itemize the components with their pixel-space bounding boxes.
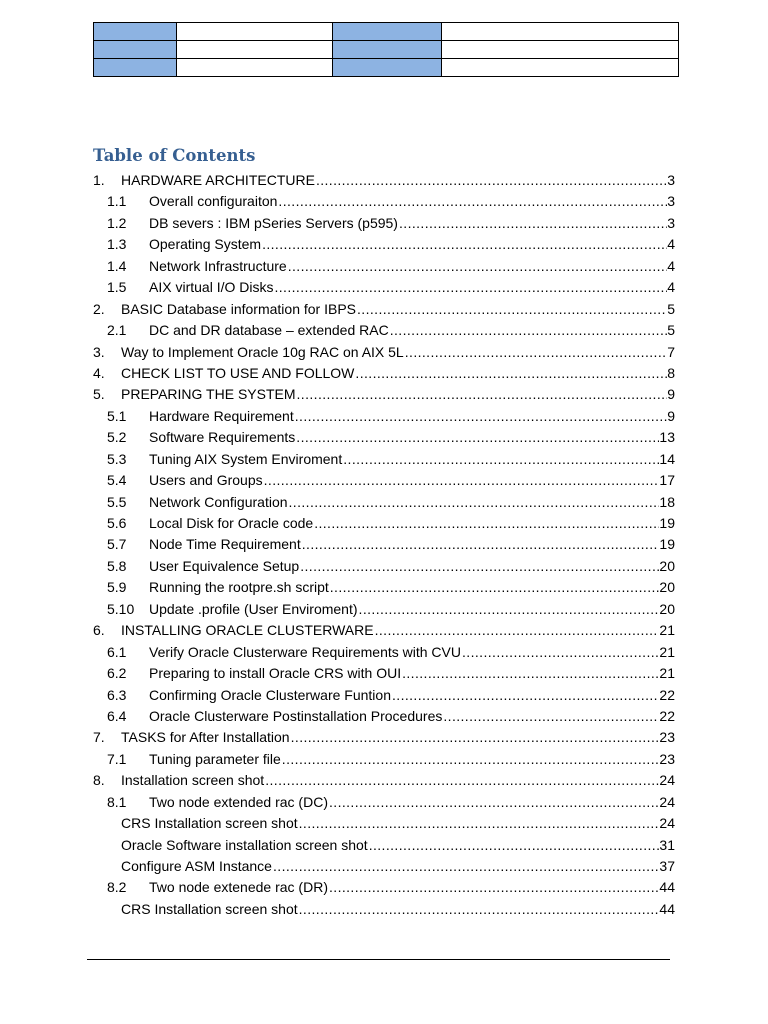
toc-entry-title[interactable]: Network Configuration: [149, 493, 288, 510]
toc-dot-leader: [265, 770, 659, 791]
toc-entry-page: 4: [667, 257, 675, 274]
toc-entry-title[interactable]: Software Requirements: [149, 429, 296, 446]
info-label-cell: [333, 23, 442, 41]
toc-entry[interactable]: [93, 449, 675, 470]
toc-entry-title[interactable]: Oracle Clusterware Postinstallation Procedures: [149, 707, 443, 724]
toc-entry-page: 22: [659, 707, 675, 724]
toc-dot-leader: [295, 406, 667, 427]
toc-entry-page: 19: [659, 536, 675, 553]
toc-entry-page: 9: [667, 386, 675, 403]
toc-entry[interactable]: [93, 213, 675, 234]
toc-dot-leader: [316, 170, 667, 191]
toc-title: Table of Contents: [93, 146, 256, 165]
toc-entry-title[interactable]: Network Infrastructure: [149, 257, 287, 274]
info-value-cell: [442, 59, 679, 77]
toc-dot-leader: [296, 427, 659, 448]
info-label-cell: [94, 41, 177, 59]
toc-entry[interactable]: [93, 835, 675, 856]
toc-entry-number: 6.3: [107, 686, 127, 703]
toc-entry[interactable]: [93, 556, 675, 577]
toc-dot-leader: [369, 835, 660, 856]
toc-dot-leader: [329, 877, 659, 898]
toc-dot-leader: [359, 599, 660, 620]
toc-entry-number: 8.: [93, 772, 105, 789]
toc-entry-page: 37: [659, 858, 675, 874]
toc-dot-leader: [443, 706, 659, 727]
toc-dot-leader: [299, 899, 660, 920]
toc-entry-page: 31: [659, 836, 675, 853]
toc-entry-title[interactable]: Running the rootpre.sh script: [149, 579, 329, 596]
toc-entry-number: 6.1: [107, 643, 127, 660]
toc-entry-number: 1.4: [107, 257, 127, 274]
toc-entry-page: 24: [659, 772, 675, 789]
toc-entry[interactable]: [93, 663, 675, 684]
toc-entry-number: 5.9: [107, 579, 127, 596]
toc-entry[interactable]: [93, 685, 675, 706]
toc-entry-title[interactable]: User Equivalence Setup: [149, 557, 300, 574]
toc-entry-number: 6.: [93, 622, 105, 639]
toc-entry-page: 3: [667, 214, 675, 231]
toc-dot-leader: [390, 320, 668, 341]
info-table-row: [94, 59, 679, 77]
toc-dot-leader: [278, 191, 667, 212]
toc-dot-leader: [357, 299, 667, 320]
toc-entry-number: 1.3: [107, 236, 127, 253]
toc-entry[interactable]: [93, 577, 675, 598]
toc-entry[interactable]: [93, 170, 675, 191]
toc-entry-title[interactable]: Oracle Software installation screen shot: [121, 836, 368, 853]
toc-entry-title[interactable]: Configure ASM Instance: [121, 858, 272, 874]
info-value-cell: [177, 59, 333, 77]
toc-entry-page: 4: [667, 236, 675, 253]
toc-entry[interactable]: [93, 384, 675, 405]
toc-entry-number: 5.8: [107, 557, 127, 574]
toc-dot-leader: [392, 685, 659, 706]
toc-entry-title[interactable]: Update .profile (User Enviroment): [149, 600, 358, 617]
toc-entry-title[interactable]: Tuning AIX System Enviroment: [149, 450, 343, 467]
toc-entry[interactable]: [93, 599, 675, 620]
toc-entry-number: 5.7: [107, 536, 127, 553]
toc-entry[interactable]: [93, 299, 675, 320]
toc-entry-title[interactable]: HARDWARE ARCHITECTURE: [121, 172, 315, 188]
toc-entry-number: 5.10: [107, 600, 135, 617]
toc-entry-title[interactable]: Verify Oracle Clusterware Requirements with CVU: [149, 643, 461, 660]
toc-dot-leader: [264, 470, 660, 491]
toc-entry-page: 24: [659, 793, 675, 810]
toc-entry-title[interactable]: TASKS for After Installation: [121, 729, 290, 746]
toc-entry-title[interactable]: Two node extended rac (DC): [149, 793, 328, 810]
toc-entry-number: 3.: [93, 343, 105, 360]
toc-entry-title[interactable]: Users and Groups: [149, 472, 263, 489]
toc-entry[interactable]: [93, 513, 675, 534]
toc-dot-leader: [299, 813, 660, 834]
toc-entry-number: 6.2: [107, 665, 127, 682]
toc-dot-leader: [288, 256, 667, 277]
toc-dot-leader: [262, 234, 667, 255]
toc-entry-title[interactable]: PREPARING THE SYSTEM: [121, 386, 296, 403]
toc-dot-leader: [462, 642, 659, 663]
table-of-contents: [93, 170, 675, 920]
toc-entry[interactable]: [93, 749, 675, 770]
toc-entry-page: 7: [667, 343, 675, 360]
info-value-cell: [177, 41, 333, 59]
toc-dot-leader: [375, 620, 660, 641]
toc-entry-number: 2.: [93, 300, 105, 317]
toc-entry[interactable]: [93, 706, 675, 727]
toc-dot-leader: [329, 792, 659, 813]
toc-dot-leader: [399, 213, 667, 234]
toc-entry-number: 5.: [93, 386, 105, 403]
info-table-row: [94, 23, 679, 41]
toc-entry-title[interactable]: BASIC Database information for IBPS: [121, 300, 356, 317]
toc-entry-page: 21: [659, 643, 675, 660]
toc-entry-title[interactable]: DC and DR database – extended RAC: [149, 322, 389, 339]
toc-entry-number: 7.1: [107, 750, 127, 767]
toc-entry-title[interactable]: AIX virtual I/O Disks: [149, 279, 274, 296]
toc-entry[interactable]: [93, 770, 675, 791]
toc-entry-title[interactable]: Local Disk for Oracle code: [149, 515, 314, 531]
toc-dot-leader: [343, 449, 659, 470]
info-label-cell: [94, 59, 177, 77]
toc-entry-page: 23: [659, 750, 675, 767]
toc-entry-number: 5.3: [107, 450, 127, 467]
toc-entry-number: 5.1: [107, 407, 127, 424]
toc-entry[interactable]: [93, 470, 675, 491]
toc-entry-page: 20: [659, 557, 675, 574]
toc-entry-title[interactable]: Hardware Requirement: [149, 407, 294, 424]
toc-entry-page: 18: [659, 493, 675, 510]
toc-entry[interactable]: [93, 234, 675, 255]
toc-entry-number: 1.2: [107, 214, 127, 231]
toc-dot-leader: [302, 534, 660, 555]
toc-entry-page: 22: [659, 686, 675, 703]
toc-entry-page: 21: [659, 665, 675, 682]
toc-entry[interactable]: [93, 427, 675, 448]
toc-entry-number: 1.1: [107, 193, 127, 210]
toc-dot-leader: [289, 492, 660, 513]
toc-entry[interactable]: [93, 534, 675, 555]
toc-entry-number: 4.: [93, 364, 105, 381]
toc-entry[interactable]: [93, 813, 675, 834]
toc-entry[interactable]: [93, 277, 675, 298]
toc-entry-number: 8.2: [107, 879, 127, 896]
toc-entry[interactable]: [93, 320, 675, 341]
toc-entry-number: 5.2: [107, 429, 127, 446]
footer-divider: [87, 959, 670, 960]
toc-entry-number: 2.1: [107, 322, 127, 339]
toc-entry[interactable]: [93, 899, 675, 920]
toc-dot-leader: [402, 663, 659, 684]
toc-entry-page: 14: [659, 450, 675, 467]
toc-entry-page: 8: [667, 364, 675, 381]
toc-entry[interactable]: [93, 642, 675, 663]
toc-entry-title[interactable]: Overall configuraiton: [149, 193, 278, 210]
toc-dot-leader: [274, 277, 667, 298]
toc-dot-leader: [314, 513, 659, 534]
toc-entry-page: 13: [659, 429, 675, 446]
toc-entry-page: 24: [659, 815, 675, 832]
toc-entry-page: 3: [667, 193, 675, 210]
toc-entry[interactable]: [93, 363, 675, 384]
toc-entry-page: 44: [659, 900, 675, 917]
toc-entry-page: 21: [659, 622, 675, 639]
toc-entry[interactable]: [93, 492, 675, 513]
toc-entry-page: 9: [667, 407, 675, 424]
toc-entry-page: 4: [667, 279, 675, 296]
toc-entry-title[interactable]: INSTALLING ORACLE CLUSTERWARE: [121, 622, 374, 639]
toc-dot-leader: [273, 856, 659, 877]
info-table-row: [94, 41, 679, 59]
toc-entry-title[interactable]: CHECK LIST TO USE AND FOLLOW: [121, 364, 355, 381]
toc-dot-leader: [330, 577, 660, 598]
info-value-cell: [442, 41, 679, 59]
toc-entry[interactable]: [93, 406, 675, 427]
toc-entry-number: 1.5: [107, 279, 127, 296]
toc-entry-number: 5.6: [107, 515, 127, 531]
toc-entry-page: 20: [659, 600, 675, 617]
toc-dot-leader: [291, 727, 660, 748]
toc-entry-number: 6.4: [107, 707, 127, 724]
toc-entry-title[interactable]: Confirming Oracle Clusterware Funtion: [149, 686, 391, 703]
toc-entry[interactable]: [93, 342, 675, 363]
toc-dot-leader: [355, 363, 667, 384]
toc-entry-title[interactable]: Installation screen shot: [121, 772, 265, 789]
toc-entry-title[interactable]: Operating System: [149, 236, 262, 253]
toc-entry-number: 1.: [93, 172, 105, 188]
toc-entry-page: 5: [667, 300, 675, 317]
toc-entry-title[interactable]: CRS Installation screen shot: [121, 900, 298, 917]
info-value-cell: [442, 23, 679, 41]
toc-entry-page: 44: [659, 879, 675, 896]
toc-entry[interactable]: [93, 877, 675, 898]
document-info-table: [93, 22, 679, 77]
toc-dot-leader: [297, 384, 668, 405]
toc-entry[interactable]: [93, 856, 675, 877]
toc-entry-number: 5.4: [107, 472, 127, 489]
toc-entry[interactable]: [93, 191, 675, 212]
toc-entry-title[interactable]: Way to Implement Oracle 10g RAC on AIX 5L: [121, 343, 404, 360]
toc-entry-page: 23: [659, 729, 675, 746]
toc-entry-number: 8.1: [107, 793, 127, 810]
toc-entry-title[interactable]: DB severs : IBM pSeries Servers (p595): [149, 214, 398, 231]
toc-dot-leader: [300, 556, 659, 577]
toc-entry-title[interactable]: CRS Installation screen shot: [121, 815, 298, 832]
toc-entry-title[interactable]: Node Time Requirement: [149, 536, 301, 553]
info-label-cell: [333, 59, 442, 77]
toc-entry-title[interactable]: Tuning parameter file: [149, 750, 281, 767]
toc-entry[interactable]: [93, 727, 675, 748]
toc-entry-page: 20: [659, 579, 675, 596]
toc-dot-leader: [282, 749, 660, 770]
toc-entry-number: 7.: [93, 729, 105, 746]
toc-entry-page: 3: [667, 172, 675, 188]
info-label-cell: [333, 41, 442, 59]
toc-entry-title[interactable]: Two node extenede rac (DR): [149, 879, 328, 896]
toc-entry[interactable]: [93, 256, 675, 277]
toc-dot-leader: [405, 342, 667, 363]
toc-entry[interactable]: [93, 792, 675, 813]
toc-entry-page: 19: [659, 515, 675, 531]
toc-entry-page: 5: [667, 322, 675, 339]
info-label-cell: [94, 23, 177, 41]
toc-entry[interactable]: [93, 620, 675, 641]
toc-entry-page: 17: [659, 472, 675, 489]
info-value-cell: [177, 23, 333, 41]
toc-entry-title[interactable]: Preparing to install Oracle CRS with OUI: [149, 665, 402, 682]
toc-entry-number: 5.5: [107, 493, 127, 510]
